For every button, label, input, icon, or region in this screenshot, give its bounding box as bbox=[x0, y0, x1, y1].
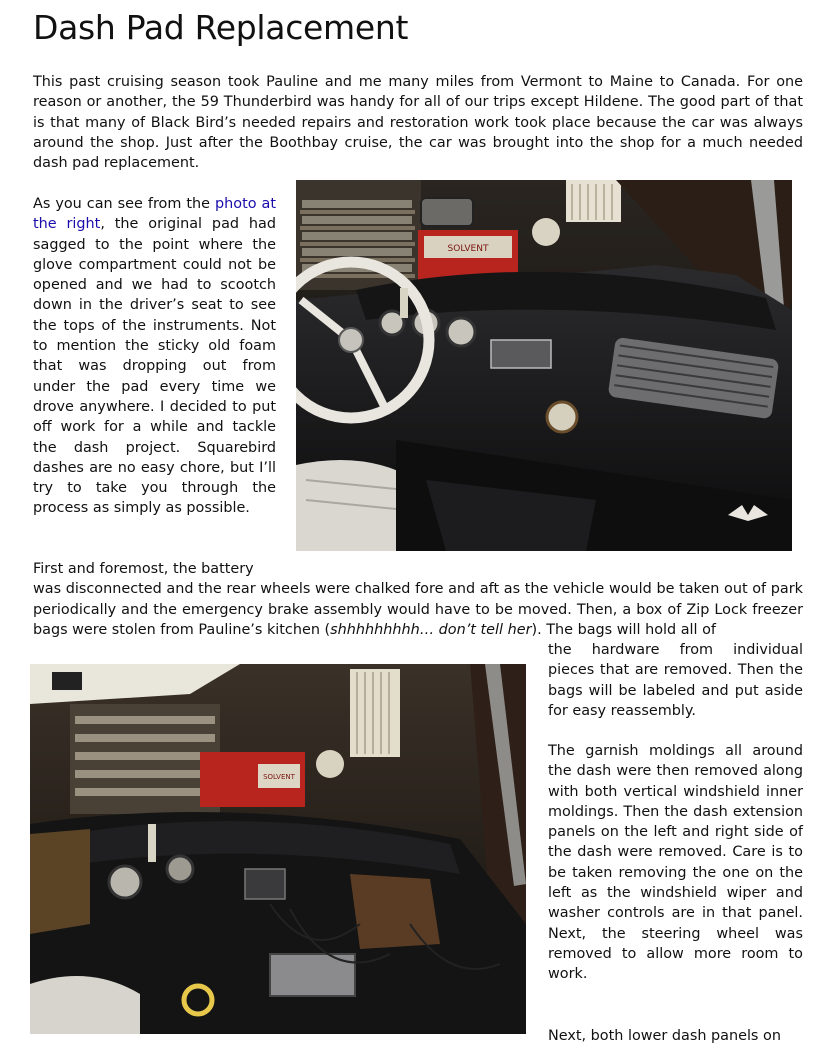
moldings-paragraph: The garnish moldings all around the dash were then removed along with both vertical windshield inner moldings. Then the dash extension panels on the left and right side of the dash were removed. Care is to be taken removing the one on the left as the windshield wiper and washer controls are in that panel. Next, the steering wheel was removed to allow more room to work. bbox=[548, 743, 803, 983]
page-title: Dash Pad Replacement bbox=[33, 8, 409, 47]
dash-condition-paragraph bbox=[33, 194, 276, 519]
car-dashboard-photo-icon bbox=[296, 180, 792, 551]
preparation-paragraph bbox=[33, 559, 803, 640]
sign-text: SOLVENT bbox=[263, 773, 295, 781]
paragraph-text: ). The bags will hold all of bbox=[531, 621, 716, 638]
intro-paragraph: This past cruising season took Pauline and me many miles from Vermont to Maine to Canada. For one reason or another, the 59 Thunderbird was handy for all of our trips except Hildene. The good part of that is that many of Black Bird’s needed repairs and restoration work took place because the car was always around the shop. Just after the Boothbay cruise, the car was brought into the shop for a much needed dash pad replacement. bbox=[33, 74, 803, 172]
car-dashboard-disassembled-photo-icon bbox=[30, 664, 526, 1034]
paragraph-text: First and foremost, the battery bbox=[33, 561, 254, 577]
hardware-bags-paragraph: the hardware from individual pieces that are removed. Then the bags will be labeled and put aside for easy reassembly. bbox=[548, 642, 803, 719]
italic-aside: shhhhhhhhh… don’t tell her bbox=[330, 621, 532, 638]
paragraph-text: , the original pad had sagged to the point where the glove compartment could not be opened and we had to scootch down in the driver’s seat to see the tops of the instruments. Not to mention the sticky old foam that was dropping out from under the pad every time we drove anywhere. I decided to put off work for a while and tackle the dash project. Squarebird dashes are no easy chore, but I’ll try to take you through the process as simply as possible. bbox=[33, 216, 276, 517]
paragraph-text: was disconnected and the rear wheels were chalked fore and aft as the vehicle would be taken out of park periodically and the emergency brake assembly would have to be moved. Then, a box of Zip Lock freezer bags were stolen from Pauline’s kitchen ( bbox=[33, 581, 803, 638]
lower-panels-paragraph: Next, both lower dash panels on bbox=[548, 1028, 781, 1044]
photo-link[interactable]: photo at the right bbox=[33, 196, 276, 233]
sign-text: SOLVENT bbox=[447, 244, 489, 254]
dashboard-photo bbox=[296, 180, 792, 551]
paragraph-text: As you can see from the bbox=[33, 196, 216, 212]
disassembled-dash-photo bbox=[30, 664, 526, 1034]
